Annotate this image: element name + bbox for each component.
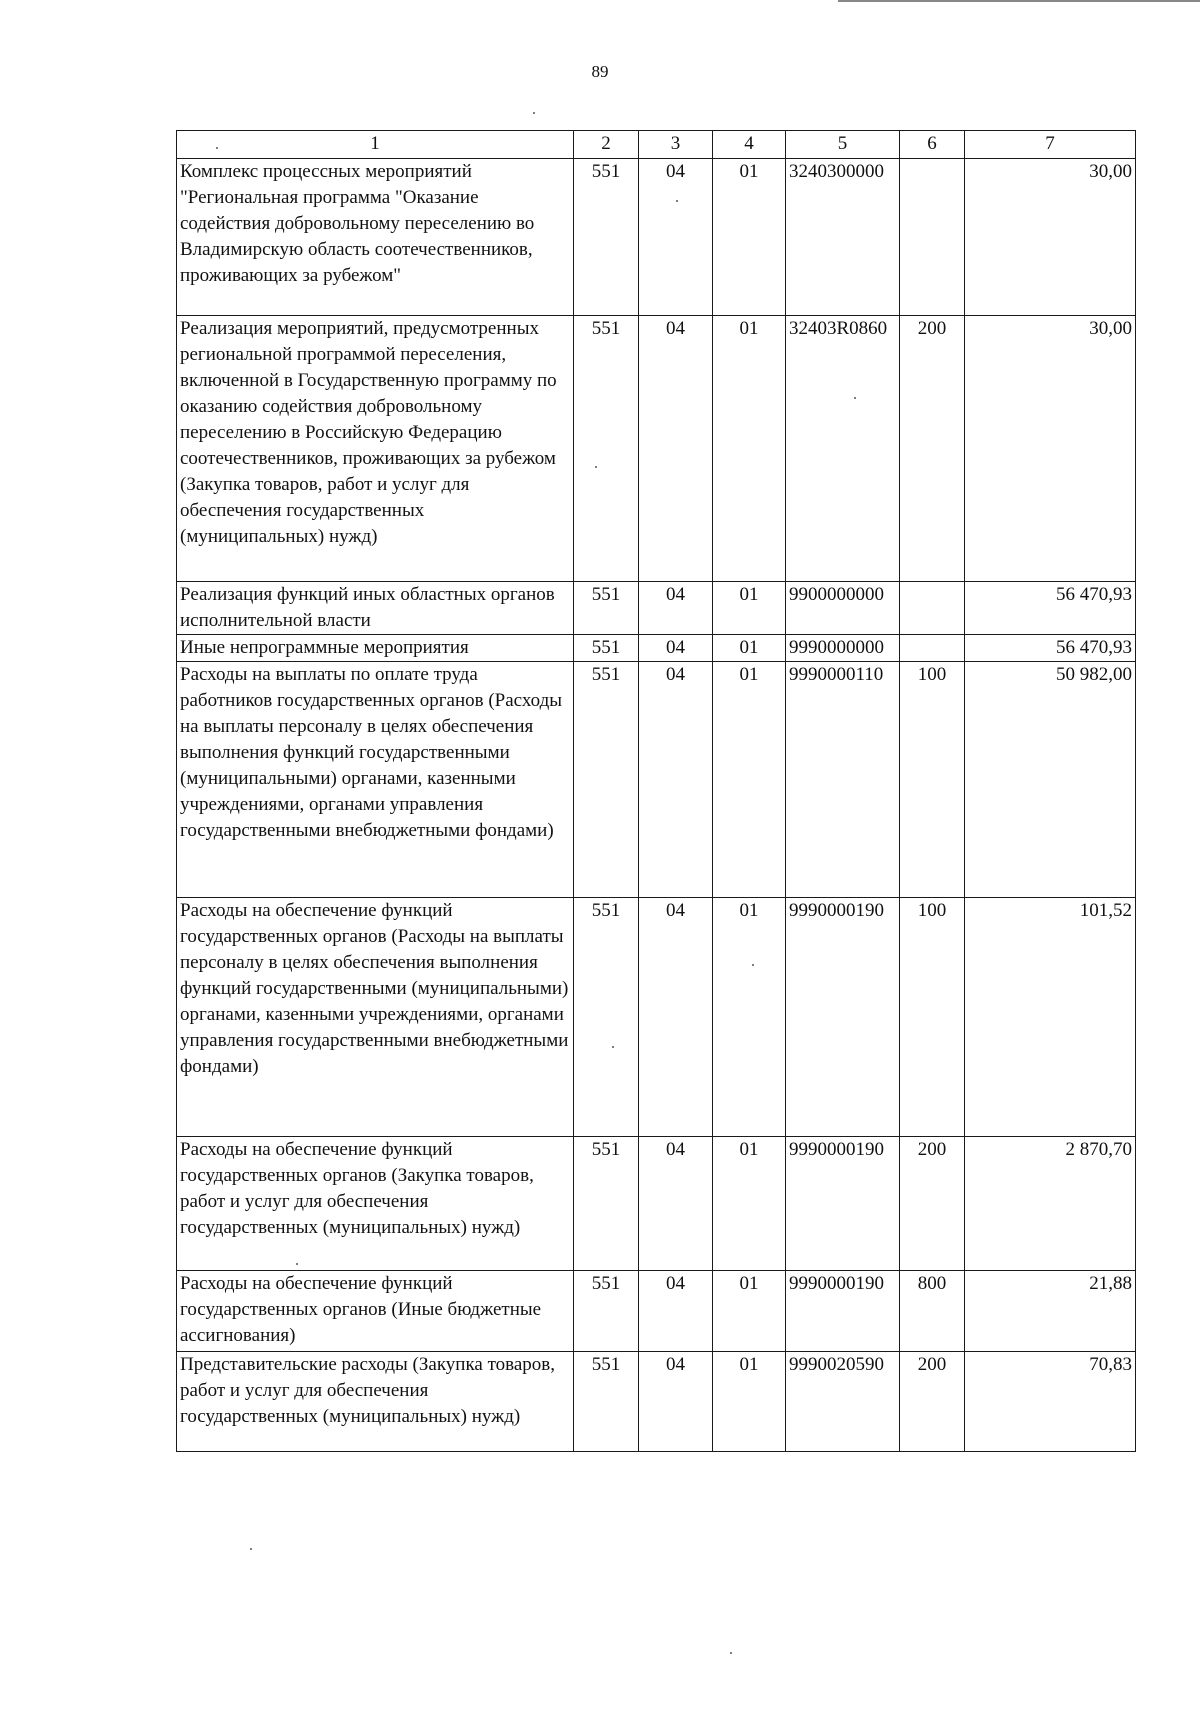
admin-code: 551 [574,662,639,898]
amount: 70,83 [965,1352,1136,1452]
subsection-code: 01 [713,662,786,898]
header-col-1: 1 [177,131,574,159]
admin-code: 551 [574,1352,639,1452]
expense-type-code [900,582,965,635]
expense-type-code: 100 [900,898,965,1137]
expense-type-code: 200 [900,1352,965,1452]
target-article-code: 32403R0860 [786,316,900,582]
target-article-code: 9990000110 [786,662,900,898]
table-row [177,1271,1136,1352]
target-article-code: 9990000190 [786,1137,900,1271]
admin-code: 551 [574,316,639,582]
admin-code: 551 [574,635,639,662]
subsection-code: 01 [713,159,786,316]
scan-speck [250,1548,252,1550]
header-row [177,131,1136,159]
amount: 21,88 [965,1271,1136,1352]
table-row [177,582,1136,635]
amount: 56 470,93 [965,635,1136,662]
admin-code: 551 [574,898,639,1137]
section-code: 04 [639,898,713,1137]
expense-name: Реализация функций иных областных органов исполнительной власти [177,582,574,635]
expense-name: Комплекс процессных мероприятий "Региональная программа "Оказание содействия добровольному переселению во Владимирскую область соотечественников, проживающих за рубежом" [177,159,574,316]
expense-name: Реализация мероприятий, предусмотренных региональной программой переселения, включенной в Государственную программу по оказанию содействия добровольному переселению в Российскую Федерацию соотечественников, проживающих за рубежом (Закупка товаров, работ и услуг для обеспечения государственных (муниципальных) нужд) [177,316,574,582]
table-row [177,159,1136,316]
expense-name: Расходы на выплаты по оплате труда работников государственных органов (Расходы на выплаты персоналу в целях обеспечения выполнения функций государственными (муниципальными) органами, казенными учреждениями, органами управления государственными внебюджетными фондами) [177,662,574,898]
header-col-5: 5 [786,131,900,159]
admin-code: 551 [574,159,639,316]
section-code: 04 [639,662,713,898]
table-row [177,662,1136,898]
section-code: 04 [639,582,713,635]
expense-name: Представительские расходы (Закупка товаров, работ и услуг для обеспечения государственных (муниципальных) нужд) [177,1352,574,1452]
scan-speck [730,1652,732,1654]
page-number: 89 [591,62,609,81]
expense-name: Расходы на обеспечение функций государственных органов (Закупка товаров, работ и услуг для обеспечения государственных (муниципальных) нужд) [177,1137,574,1271]
subsection-code: 01 [713,1137,786,1271]
budget-table [176,130,1136,1452]
amount: 56 470,93 [965,582,1136,635]
amount: 30,00 [965,159,1136,316]
subsection-code: 01 [713,316,786,582]
target-article-code: 9990020590 [786,1352,900,1452]
section-code: 04 [639,316,713,582]
amount: 101,52 [965,898,1136,1137]
amount: 30,00 [965,316,1136,582]
expense-type-code [900,159,965,316]
table-row [177,898,1136,1137]
expense-type-code [900,635,965,662]
admin-code: 551 [574,1137,639,1271]
target-article-code: 9990000190 [786,898,900,1137]
amount: 50 982,00 [965,662,1136,898]
scan-speck [533,112,535,114]
target-article-code: 9990000000 [786,635,900,662]
header-col-3: 3 [639,131,713,159]
expense-type-code: 800 [900,1271,965,1352]
expense-type-code: 200 [900,1137,965,1271]
admin-code: 551 [574,582,639,635]
header-col-7: 7 [965,131,1136,159]
header-col-2: 2 [574,131,639,159]
subsection-code: 01 [713,898,786,1137]
table-row [177,635,1136,662]
subsection-code: 01 [713,1271,786,1352]
table-row [177,316,1136,582]
header-col-6: 6 [900,131,965,159]
target-article-code: 9990000190 [786,1271,900,1352]
table-row [177,1352,1136,1452]
target-article-code: 3240300000 [786,159,900,316]
table-row [177,1137,1136,1271]
amount: 2 870,70 [965,1137,1136,1271]
subsection-code: 01 [713,582,786,635]
expense-type-code: 200 [900,316,965,582]
subsection-code: 01 [713,1352,786,1452]
admin-code: 551 [574,1271,639,1352]
subsection-code: 01 [713,635,786,662]
expense-type-code: 100 [900,662,965,898]
expense-name: Расходы на обеспечение функций государственных органов (Расходы на выплаты персоналу в целях обеспечения выполнения функций государственными (муниципальными) органами, казенными учреждениями, органами управления государственными внебюджетными фондами) [177,898,574,1137]
section-code: 04 [639,159,713,316]
header-col-4: 4 [713,131,786,159]
expense-name: Иные непрограммные мероприятия [177,635,574,662]
expense-name: Расходы на обеспечение функций государственных органов (Иные бюджетные ассигнования) [177,1271,574,1352]
target-article-code: 9900000000 [786,582,900,635]
section-code: 04 [639,1352,713,1452]
section-code: 04 [639,635,713,662]
section-code: 04 [639,1271,713,1352]
top-scan-rule [838,0,1200,2]
section-code: 04 [639,1137,713,1271]
